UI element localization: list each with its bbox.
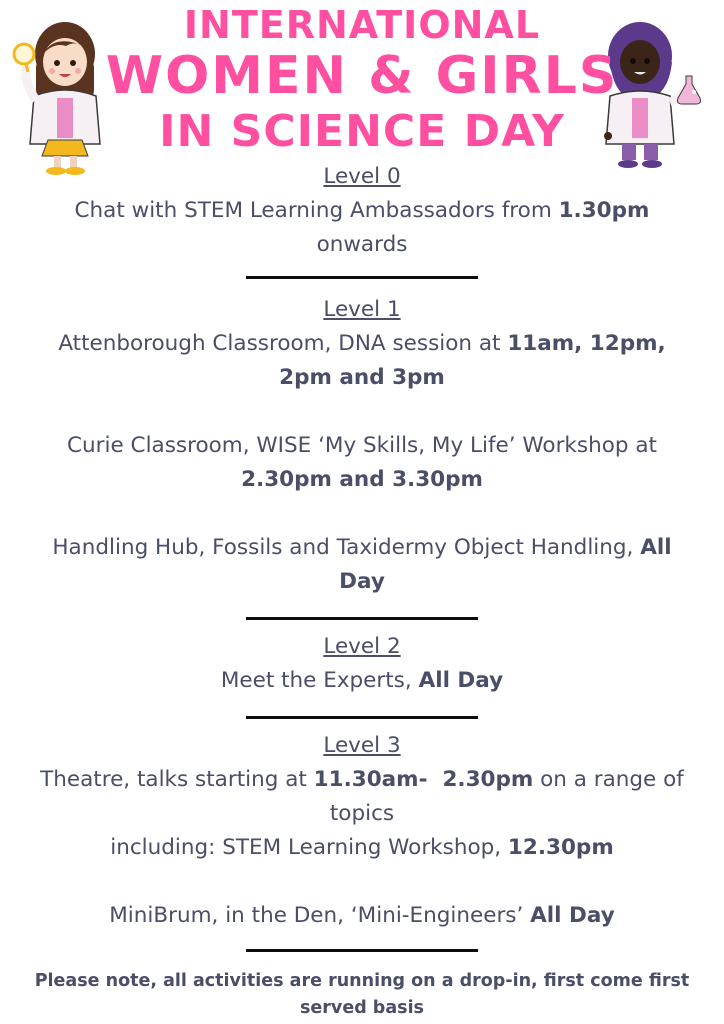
footer-note: Please note, all activities are running on a drop-in, first come first served basis [34,971,690,1018]
title-line-3: IN SCIENCE DAY [159,106,565,157]
level-1-item-2-line-2 [0,463,724,497]
title-line-2: WOMEN & GIRLS [105,46,619,106]
divider [246,276,478,279]
level-3-item-2-time: 12.30pm [507,835,614,860]
level-1-item-1 [0,327,724,361]
level-2-heading: Level 2 [323,634,401,659]
level-1-item-3-times-2: Day [339,569,385,594]
level-0-heading: Level 0 [323,164,401,189]
level-1-section [0,293,724,599]
title-line-1: INTERNATIONAL [183,3,541,47]
divider [246,617,478,620]
divider [246,949,478,952]
spacer [0,497,724,531]
level-3-item-1-text: Theatre, talks starting at [40,767,314,792]
level-0-line-1 [0,194,724,228]
level-1-heading: Level 1 [323,297,401,322]
level-2-time: All Day [418,668,504,693]
spacer [0,395,724,429]
level-0-time: 1.30pm [558,198,650,223]
level-1-item-1-text: Attenborough Classroom, DNA session at [58,331,508,356]
level-3-item-2 [0,831,724,865]
level-3-item-3-text: MiniBrum, in the Den, ‘Mini-Engineers’ [109,903,531,928]
level-3-section [0,729,724,933]
spacer [0,865,724,899]
level-3-item-1-text-after: on a range of [533,767,684,792]
level-3-item-2-text: including: STEM Learning Workshop, [110,835,508,860]
level-0-section [0,160,724,262]
level-1-item-3-times: All [640,535,672,560]
level-1-item-3-text: Handling Hub, Fossils and Taxidermy Object Handling, [52,535,641,560]
level-3-heading: Level 3 [323,733,401,758]
level-0-line-2: onwards [316,232,408,257]
level-1-item-1-times-2: 2pm and 3pm [279,365,445,390]
level-1-item-2-times: 2.30pm and 3.30pm [241,467,483,492]
level-1-item-2-text: Curie Classroom, WISE ‘My Skills, My Life’ Workshop at [67,433,657,458]
level-2-text: Meet the Experts, [220,668,419,693]
schedule [0,160,724,952]
level-1-item-1-line-2 [0,361,724,395]
divider [246,716,478,719]
level-3-item-1-line-2: topics [329,801,395,826]
level-3-item-1-times: 11.30am- 2.30pm [313,767,534,792]
level-1-item-3-line-2 [0,565,724,599]
level-3-item-3-time: All Day [530,903,615,928]
level-2-line [0,664,724,698]
level-3-item-1 [0,763,724,797]
level-3-item-3 [0,899,724,933]
level-0-text: Chat with STEM Learning Ambassadors from [74,198,559,223]
level-2-section [0,630,724,698]
level-1-item-3 [0,531,724,565]
level-1-item-1-times: 11am, 12pm, [507,331,666,356]
